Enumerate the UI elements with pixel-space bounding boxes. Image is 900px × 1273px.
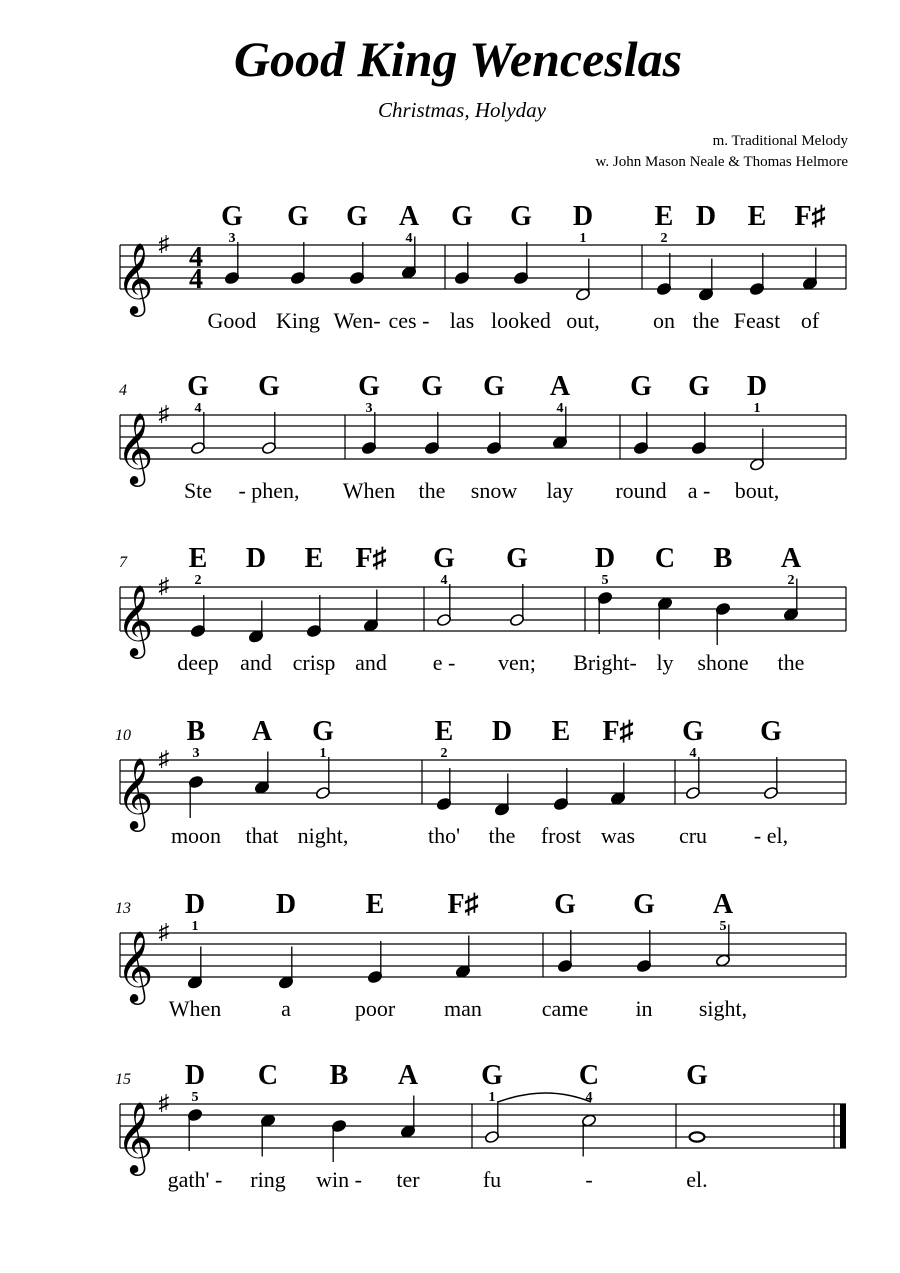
lyric-syllable: - el, bbox=[753, 823, 789, 848]
fingering-number: 1 bbox=[319, 746, 327, 761]
note-name-label: A bbox=[549, 371, 571, 402]
note-name-label: F♯ bbox=[602, 716, 634, 747]
fingering-number: 3 bbox=[192, 746, 200, 761]
note-name-label: G bbox=[421, 371, 443, 402]
measure-number: 15 bbox=[115, 1071, 131, 1088]
lyric-syllable: of bbox=[800, 308, 820, 333]
lyric-syllable: a bbox=[281, 996, 291, 1021]
fingering-number: 5 bbox=[601, 573, 609, 588]
note-name-label: D bbox=[746, 371, 768, 402]
note-name-label: A bbox=[780, 543, 802, 574]
measure-number: 4 bbox=[119, 382, 127, 399]
lyric-syllable: poor bbox=[354, 996, 396, 1021]
lyric-syllable: ven; bbox=[498, 650, 536, 675]
time-signature-bottom: 4 bbox=[189, 264, 203, 295]
note-name-label: C bbox=[578, 1060, 600, 1091]
staff-system bbox=[117, 543, 846, 675]
lyric-syllable: the bbox=[488, 823, 516, 848]
fingering-number: 1 bbox=[579, 231, 587, 246]
note-name-label: E bbox=[434, 716, 454, 747]
lyric-syllable: lay bbox=[546, 478, 574, 503]
lyric-syllable: the bbox=[777, 650, 805, 675]
fingering-number: 5 bbox=[191, 1090, 199, 1105]
lyric-syllable: the bbox=[418, 478, 446, 503]
key-signature-sharp-icon: ♯ bbox=[158, 401, 170, 426]
fingering-number: 2 bbox=[660, 231, 668, 246]
note-name-label: G bbox=[481, 1060, 503, 1091]
key-signature-sharp-icon: ♯ bbox=[158, 573, 170, 598]
note-name-label: F♯ bbox=[447, 889, 479, 920]
fingering-number: 1 bbox=[753, 401, 761, 416]
lyric-syllable: When bbox=[342, 478, 396, 503]
lyric-syllable: When bbox=[168, 996, 222, 1021]
note-name-label: E bbox=[188, 543, 208, 574]
note-name-label: A bbox=[398, 201, 420, 232]
lyric-syllable: on bbox=[653, 308, 675, 333]
lyric-syllable: ly bbox=[656, 650, 674, 675]
key-signature-sharp-icon: ♯ bbox=[158, 919, 170, 944]
fingering-number: 4 bbox=[194, 401, 202, 416]
lyric-syllable: tho' bbox=[427, 823, 461, 848]
fingering-number: 4 bbox=[405, 231, 413, 246]
measure-number: 7 bbox=[119, 554, 127, 571]
note-name-label: A bbox=[397, 1060, 419, 1091]
staff-system bbox=[117, 201, 846, 333]
lyric-syllable: the bbox=[692, 308, 720, 333]
final-bar-thick-line bbox=[840, 1104, 846, 1148]
note-name-label: G bbox=[451, 201, 473, 232]
note-name-label: F♯ bbox=[794, 201, 826, 232]
note-name-label: E bbox=[304, 543, 324, 574]
lyric-syllable: Wen- bbox=[333, 308, 381, 333]
note-name-label: D bbox=[245, 543, 267, 574]
lyric-syllable: - bbox=[585, 1167, 593, 1192]
lyric-syllable: a - bbox=[687, 478, 711, 503]
lyric-syllable: frost bbox=[540, 823, 582, 848]
lyric-syllable: was bbox=[600, 823, 636, 848]
staff-system bbox=[115, 716, 846, 848]
lyric-syllable: Good bbox=[207, 308, 257, 333]
slur-curve bbox=[498, 1093, 591, 1102]
lyric-syllable: round bbox=[615, 478, 667, 503]
note-name-label: A bbox=[712, 889, 734, 920]
note-name-label: B bbox=[329, 1060, 349, 1091]
lyric-syllable: bout, bbox=[734, 478, 780, 503]
note-name-label: C bbox=[257, 1060, 279, 1091]
lyric-syllable: el. bbox=[686, 1167, 708, 1192]
treble-clef-icon: 𝄞 bbox=[116, 1104, 154, 1172]
fingering-number: 1 bbox=[488, 1090, 496, 1105]
treble-clef-icon: 𝄞 bbox=[116, 933, 154, 1001]
key-signature-sharp-icon: ♯ bbox=[158, 231, 170, 256]
lyric-syllable: fu bbox=[482, 1167, 502, 1192]
note-name-label: G bbox=[682, 716, 704, 747]
note-name-label: E bbox=[551, 716, 571, 747]
key-signature-sharp-icon: ♯ bbox=[158, 746, 170, 771]
note-head bbox=[690, 1132, 705, 1141]
note-name-label: G bbox=[258, 371, 280, 402]
fingering-number: 1 bbox=[191, 919, 199, 934]
note-name-label: G bbox=[688, 371, 710, 402]
fingering-number: 5 bbox=[719, 919, 727, 934]
note-name-label: B bbox=[186, 716, 206, 747]
fingering-number: 2 bbox=[194, 573, 202, 588]
note-name-label: D bbox=[572, 201, 594, 232]
lyric-syllable: out, bbox=[566, 308, 600, 333]
lyric-syllable: and bbox=[240, 650, 272, 675]
treble-clef-icon: 𝄞 bbox=[116, 245, 154, 313]
staff-system bbox=[117, 371, 846, 503]
lyric-syllable: sight, bbox=[698, 996, 748, 1021]
lyric-syllable: deep bbox=[177, 650, 219, 675]
fingering-number: 4 bbox=[556, 401, 564, 416]
note-name-label: G bbox=[483, 371, 505, 402]
music-credit: m. Traditional Melody bbox=[712, 133, 848, 149]
lyric-syllable: man bbox=[444, 996, 482, 1021]
fingering-number: 2 bbox=[787, 573, 795, 588]
lyric-syllable: that bbox=[245, 823, 279, 848]
lyric-syllable: Bright- bbox=[573, 650, 637, 675]
lyric-syllable: las bbox=[449, 308, 475, 333]
fingering-number: 4 bbox=[440, 573, 448, 588]
treble-clef-icon: 𝄞 bbox=[116, 760, 154, 828]
song-title: Good King Wenceslas bbox=[233, 31, 683, 87]
lyric-syllable: and bbox=[355, 650, 387, 675]
lyric-syllable: Ste bbox=[183, 478, 213, 503]
note-name-label: G bbox=[187, 371, 209, 402]
note-name-label: D bbox=[695, 201, 717, 232]
note-name-label: C bbox=[654, 543, 676, 574]
note-name-label: G bbox=[346, 201, 368, 232]
fingering-number: 3 bbox=[228, 231, 236, 246]
note-name-label: A bbox=[251, 716, 273, 747]
note-name-label: G bbox=[433, 543, 455, 574]
lyric-syllable: crisp bbox=[292, 650, 336, 675]
key-signature-sharp-icon: ♯ bbox=[158, 1090, 170, 1115]
note-name-label: D bbox=[594, 543, 616, 574]
note-name-label: G bbox=[554, 889, 576, 920]
lyric-syllable: - phen, bbox=[238, 478, 300, 503]
note-name-label: F♯ bbox=[355, 543, 387, 574]
lyric-syllable: ter bbox=[396, 1167, 420, 1192]
note-name-label: G bbox=[510, 201, 532, 232]
lyric-syllable: gath' - bbox=[167, 1167, 223, 1192]
lyric-syllable: cru bbox=[678, 823, 708, 848]
note-name-label: G bbox=[633, 889, 655, 920]
lyric-syllable: snow bbox=[470, 478, 518, 503]
note-name-label: G bbox=[221, 201, 243, 232]
time-signature-top: 4 bbox=[189, 242, 203, 273]
measure-number: 13 bbox=[115, 900, 131, 917]
words-credit: w. John Mason Neale & Thomas Helmore bbox=[595, 154, 848, 170]
staff-system bbox=[115, 1060, 846, 1192]
note-name-label: D bbox=[184, 889, 206, 920]
note-name-label: E bbox=[365, 889, 385, 920]
note-name-label: E bbox=[747, 201, 767, 232]
lyric-syllable: in bbox=[635, 996, 653, 1021]
fingering-number: 4 bbox=[585, 1090, 593, 1105]
treble-clef-icon: 𝄞 bbox=[116, 587, 154, 655]
note-name-label: G bbox=[686, 1060, 708, 1091]
note-name-label: E bbox=[654, 201, 674, 232]
lyric-syllable: came bbox=[541, 996, 589, 1021]
lyric-syllable: ces - bbox=[388, 308, 430, 333]
lyric-syllable: moon bbox=[170, 823, 222, 848]
lyric-syllable: Feast bbox=[733, 308, 781, 333]
note-name-label: D bbox=[184, 1060, 206, 1091]
note-name-label: B bbox=[713, 543, 733, 574]
note-name-label: G bbox=[358, 371, 380, 402]
lyric-syllable: King bbox=[276, 308, 320, 333]
treble-clef-icon: 𝄞 bbox=[116, 415, 154, 483]
lyric-syllable: e - bbox=[432, 650, 456, 675]
measure-number: 10 bbox=[115, 727, 131, 744]
lyric-syllable: shone bbox=[697, 650, 749, 675]
lyric-syllable: ring bbox=[250, 1167, 286, 1192]
lyric-syllable: night, bbox=[297, 823, 349, 848]
note-name-label: G bbox=[506, 543, 528, 574]
note-name-label: D bbox=[491, 716, 513, 747]
note-name-label: G bbox=[287, 201, 309, 232]
fingering-number: 2 bbox=[440, 746, 448, 761]
lyric-syllable: win - bbox=[316, 1167, 362, 1192]
lyric-syllable: looked bbox=[491, 308, 551, 333]
note-name-label: G bbox=[312, 716, 334, 747]
staff-system bbox=[115, 889, 846, 1021]
fingering-number: 4 bbox=[689, 746, 697, 761]
note-name-label: G bbox=[760, 716, 782, 747]
fingering-number: 3 bbox=[365, 401, 373, 416]
note-name-label: G bbox=[630, 371, 652, 402]
song-subtitle: Christmas, Holyday bbox=[378, 98, 546, 122]
note-name-label: D bbox=[275, 889, 297, 920]
